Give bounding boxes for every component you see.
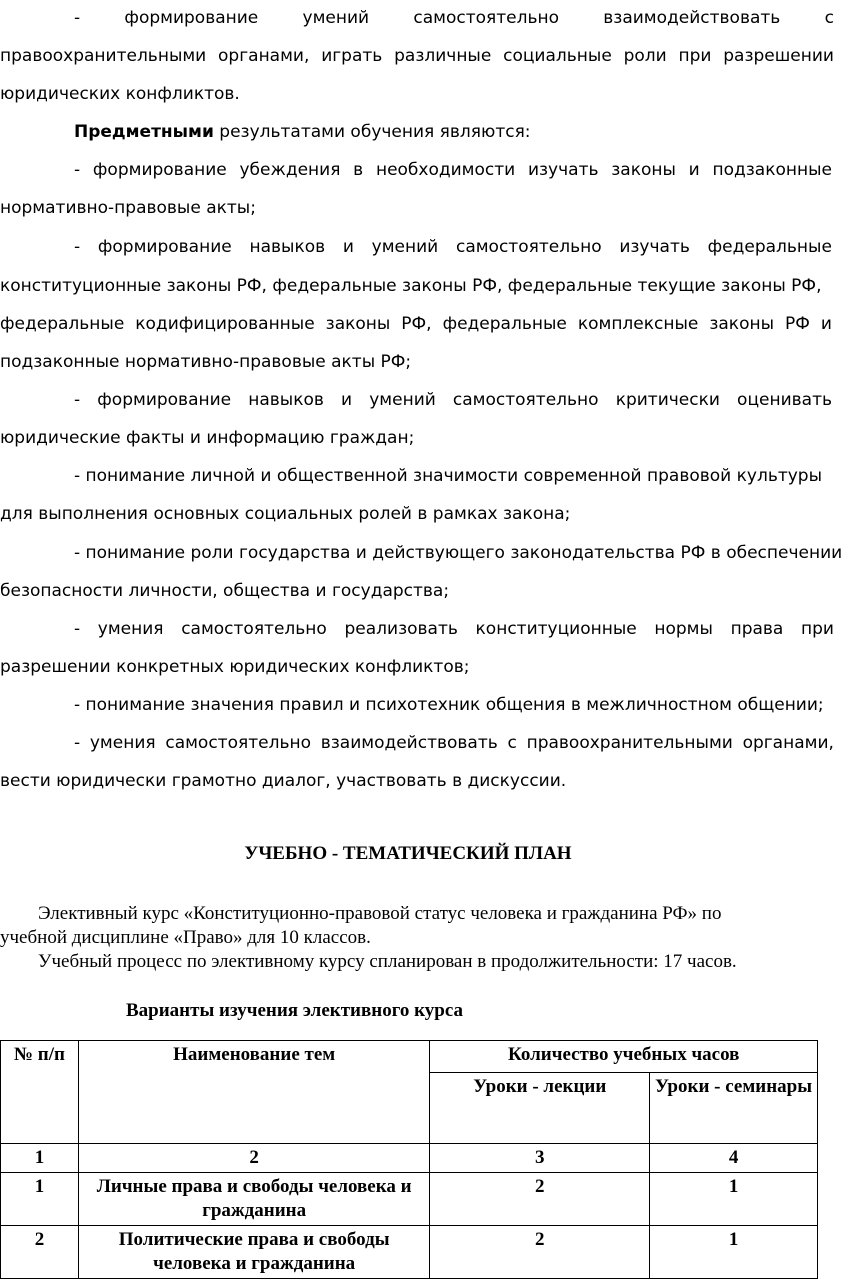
text-line-5	[74, 160, 832, 180]
word: самостоятельно	[413, 8, 559, 28]
word: самостоятельно	[452, 390, 599, 410]
text-line-12: юридические факты и информацию граждан;	[0, 428, 415, 448]
word: умений	[369, 390, 436, 410]
word: необходимости	[375, 160, 516, 180]
word: права	[730, 619, 784, 639]
word: умений	[302, 8, 370, 28]
variants-title: Варианты изучения элективного курса	[126, 1000, 464, 1021]
text-line-7	[74, 237, 832, 257]
text-line-4	[74, 122, 531, 142]
word: взаимодействовать	[603, 8, 781, 28]
word: -	[74, 390, 81, 410]
text-line-20	[74, 733, 834, 753]
text-line-17	[74, 619, 834, 639]
text-line-3: юридических конфликтов.	[0, 84, 240, 104]
word: подзаконные	[712, 160, 832, 180]
word: кодифицированные	[135, 314, 315, 334]
word: играть	[321, 46, 383, 66]
word: формирование	[97, 390, 232, 410]
word: навыков	[249, 237, 326, 257]
row-lectures: 2	[430, 1173, 650, 1226]
header-hours: Количество учебных часов	[430, 1041, 818, 1073]
word: с	[507, 733, 517, 753]
word: изучать	[527, 160, 599, 180]
plan-title: УЧЕБНО - ТЕМАТИЧЕСКИЙ ПЛАН	[244, 843, 572, 864]
plan-paragraph-2: Учебный процесс по элективному курсу спланирован в продолжительности: 17 часов.	[38, 951, 737, 972]
text-line-2	[0, 46, 834, 66]
word: органами,	[218, 46, 310, 66]
header-topic-name: Наименование тем	[78, 1041, 430, 1144]
word: федеральные	[707, 237, 832, 257]
word: федеральные	[442, 314, 567, 334]
plan-paragraph-1-line-1: Элективный курс «Конституционно-правовой статус человека и гражданина РФ» по	[38, 903, 722, 924]
subject-results-label: Предметными	[74, 122, 214, 142]
table-header-row	[1, 1041, 818, 1073]
text-line-14: для выполнения основных социальных ролей в рамках закона;	[0, 504, 571, 524]
word: при	[678, 46, 712, 66]
word: самостоятельно	[165, 733, 311, 753]
word: формирование	[97, 237, 232, 257]
word: формирование	[124, 8, 259, 28]
word: изучать	[619, 237, 690, 257]
word: законы	[611, 160, 676, 180]
plan-paragraph-1-line-2: учебной дисциплине «Право» для 10 классов.	[0, 927, 371, 948]
table-row	[1, 1173, 818, 1226]
word: и	[342, 237, 354, 257]
table-row	[1, 1226, 818, 1279]
word: федеральные	[0, 314, 125, 334]
word: умения	[89, 733, 156, 753]
table-cell: 3	[430, 1144, 650, 1173]
word: умения	[97, 619, 164, 639]
word: разрешении	[723, 46, 834, 66]
word: роли	[623, 46, 667, 66]
word: комплексные	[577, 314, 699, 334]
text-line-9	[0, 314, 832, 334]
study-plan-table	[0, 1040, 818, 1279]
word: формирование	[92, 160, 227, 180]
word: нормы	[654, 619, 713, 639]
text-line-16: безопасности личности, общества и государства;	[0, 581, 450, 601]
row-lectures: 2	[430, 1226, 650, 1279]
row-topic: Личные права и свободы человека и гражданина	[78, 1173, 430, 1226]
word: взаимодействовать	[320, 733, 498, 753]
word: РФ,	[401, 314, 432, 334]
word: социальные	[503, 46, 612, 66]
word: критически	[615, 390, 720, 410]
row-seminars: 1	[650, 1226, 818, 1279]
word: убеждения	[239, 160, 341, 180]
word: самостоятельно	[181, 619, 327, 639]
word: и	[820, 314, 832, 334]
word: в	[353, 160, 364, 180]
header-lectures: Уроки - лекции	[430, 1073, 650, 1144]
header-seminars: Уроки - семинары	[650, 1073, 818, 1144]
text-line-11	[74, 390, 832, 410]
word: при	[801, 619, 834, 639]
header-number: № п/п	[1, 1041, 79, 1144]
text-line-6: нормативно-правовые акты;	[0, 198, 256, 218]
table-cell: 1	[1, 1144, 79, 1173]
word: правоохранительными	[526, 733, 733, 753]
row-number: 2	[1, 1226, 79, 1279]
word: -	[74, 619, 81, 639]
text-line-18: разрешении конкретных юридических конфликтов;	[0, 657, 470, 677]
table-cell: 2	[78, 1144, 430, 1173]
word: органами,	[742, 733, 834, 753]
text-line-15: - понимание роли государства и действующего законодательства РФ в обеспечении	[74, 543, 842, 563]
text-line-10: подзаконные нормативно-правовые акты РФ;	[0, 352, 412, 372]
text-line-19: - понимание значения правил и психотехник общения в межличностном общении;	[74, 695, 824, 715]
text-line-1	[74, 8, 834, 28]
word: и	[688, 160, 700, 180]
word: навыков	[248, 390, 324, 410]
word: -	[74, 733, 81, 753]
text-line-21: вести юридически грамотно диалог, участвовать в дискуссии.	[0, 771, 567, 791]
text-line-8: конституционные законы РФ, федеральные законы РФ, федеральные текущие законы РФ,	[0, 276, 822, 296]
word: умений	[371, 237, 439, 257]
row-number: 1	[1, 1173, 79, 1226]
word: РФ	[784, 314, 810, 334]
word: правоохранительными	[0, 46, 207, 66]
word: и	[341, 390, 353, 410]
word: различные	[394, 46, 492, 66]
text-line-13: - понимание личной и общественной значимости современной правовой культуры	[74, 466, 823, 486]
word: оценивать	[737, 390, 832, 410]
word: конституционные	[475, 619, 637, 639]
word: реализовать	[344, 619, 458, 639]
word: законы	[709, 314, 775, 334]
word: законы	[325, 314, 391, 334]
word: -	[74, 237, 81, 257]
word: самостоятельно	[455, 237, 602, 257]
row-topic: Политические права и свободы человека и гражданина	[78, 1226, 430, 1279]
table-index-row	[1, 1144, 818, 1173]
subject-results-rest: результатами обучения являются:	[213, 122, 531, 142]
word: -	[74, 160, 81, 180]
word: -	[74, 8, 81, 28]
word: с	[824, 8, 834, 28]
row-seminars: 1	[650, 1173, 818, 1226]
table-cell: 4	[650, 1144, 818, 1173]
